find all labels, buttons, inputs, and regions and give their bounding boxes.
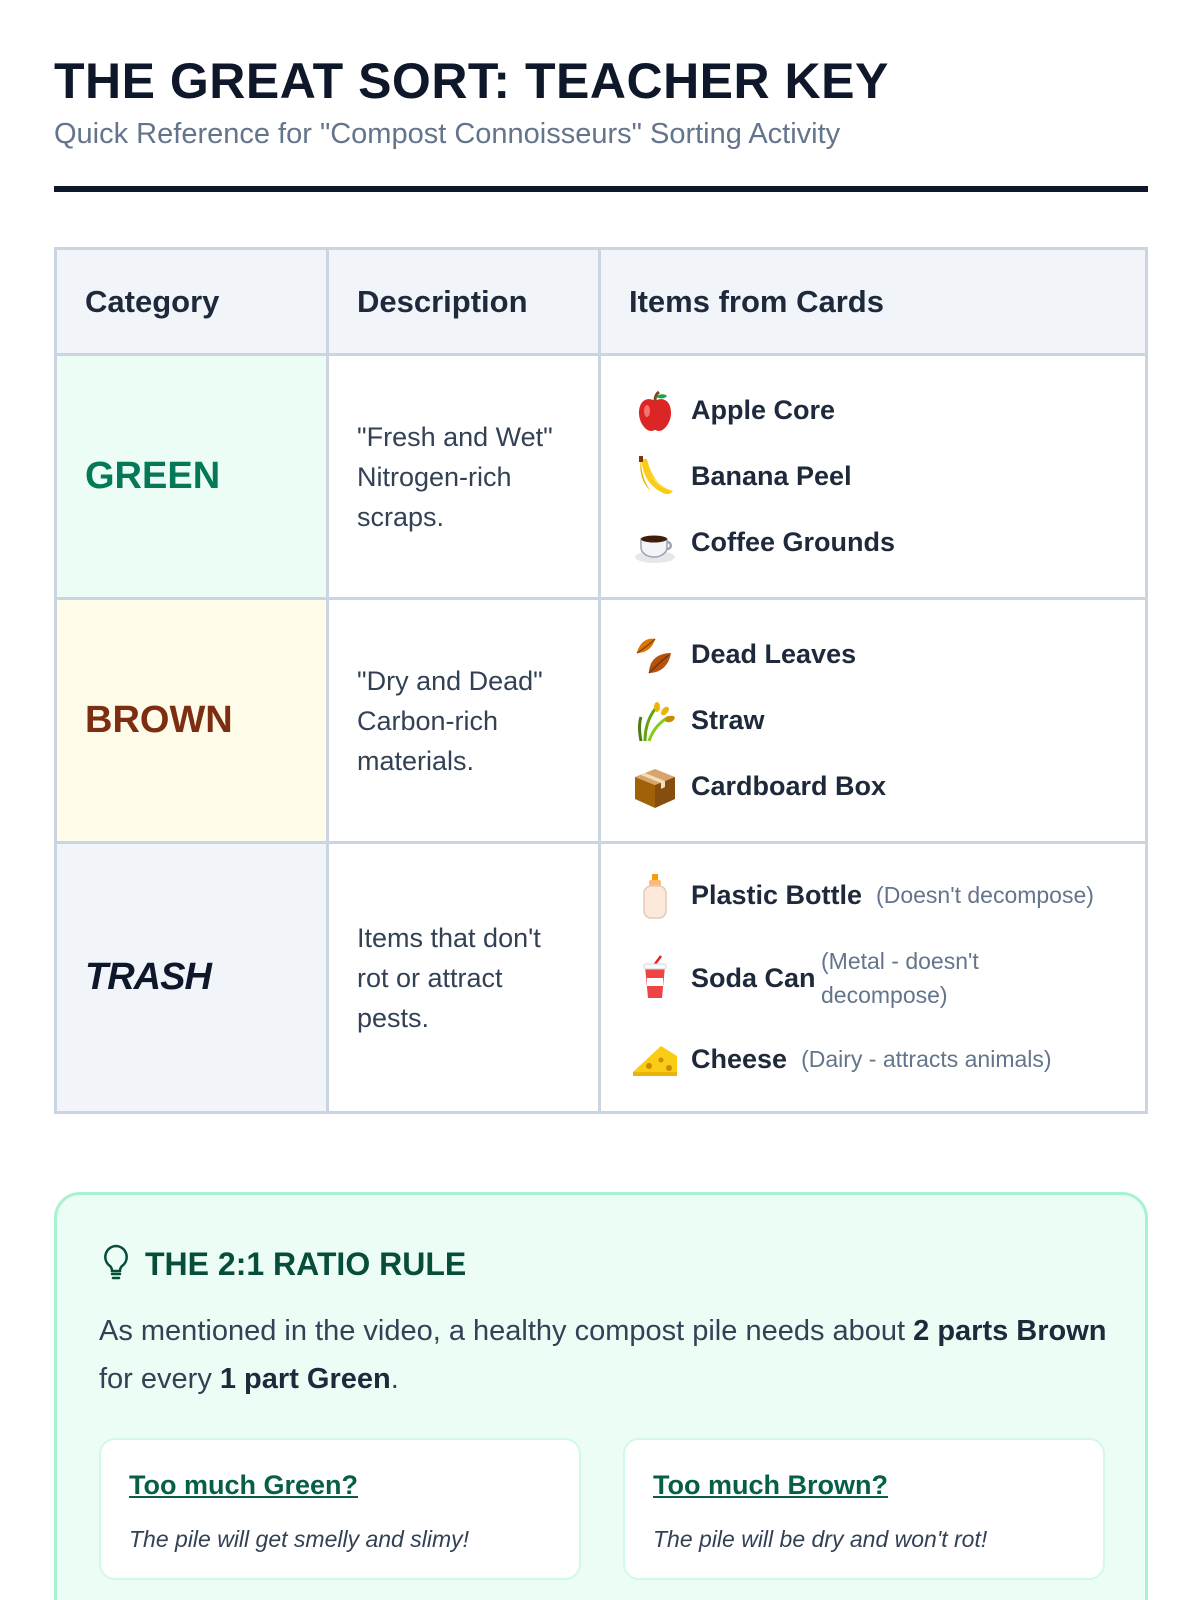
- column-header-items: Items from Cards: [600, 249, 1147, 355]
- item-note: (Doesn't decompose): [876, 882, 1094, 908]
- item-name: Cheese: [691, 1044, 788, 1074]
- item-list: [600, 599, 1147, 843]
- tip-title: Too much Green?: [129, 1470, 359, 1500]
- ratio-rule-header: [101, 1243, 466, 1286]
- item-name: Banana Peel: [691, 461, 852, 491]
- list-item: [629, 444, 1117, 510]
- item-name: Dead Leaves: [691, 639, 857, 669]
- tip-too-much-brown: [623, 1438, 1105, 1580]
- soda-can-icon: [629, 952, 681, 1004]
- ratio-rule-text: [99, 1307, 1109, 1403]
- tip-body: The pile will get smelly and slimy!: [129, 1526, 470, 1552]
- category-brown: BROWN: [56, 599, 328, 843]
- ratio-text-middle: for every: [99, 1363, 220, 1395]
- coffee-icon: [629, 517, 681, 569]
- list-item: [629, 378, 1117, 444]
- cheese-icon: [629, 1034, 681, 1086]
- item-name: Plastic Bottle: [691, 880, 863, 910]
- list-item: [629, 688, 1117, 754]
- table-row: [56, 355, 1147, 599]
- table-header-row: [56, 249, 1147, 355]
- column-header-description: Description: [328, 249, 600, 355]
- plastic-bottle-icon: [629, 870, 681, 922]
- ratio-rule-card: [54, 1192, 1148, 1600]
- ratio-text-brown-parts: 2 parts Brown: [913, 1315, 1107, 1347]
- tip-title: Too much Brown?: [653, 1470, 888, 1500]
- straw-icon: [629, 695, 681, 747]
- category-description: "Fresh and Wet" Nitrogen-rich scraps.: [328, 355, 600, 599]
- item-list: [600, 355, 1147, 599]
- tip-body: The pile will be dry and won't rot!: [653, 1526, 988, 1552]
- category-green: GREEN: [56, 355, 328, 599]
- ratio-rule-title: THE 2:1 RATIO RULE: [145, 1246, 467, 1282]
- list-item: [629, 1027, 1117, 1093]
- lightbulb-icon: [101, 1243, 131, 1286]
- item-note: (Metal - doesn't decompose): [821, 947, 979, 1008]
- page-title: THE GREAT SORT: TEACHER KEY: [54, 53, 889, 109]
- sorting-key-table: [54, 247, 1148, 1114]
- item-name: Coffee Grounds: [691, 527, 896, 557]
- item-list: [600, 843, 1147, 1113]
- item-name: Straw: [691, 705, 765, 735]
- apple-icon: [629, 385, 681, 437]
- column-header-category: Category: [56, 249, 328, 355]
- tip-too-much-green: [99, 1438, 581, 1580]
- list-item: [629, 929, 1117, 1027]
- category-description: "Dry and Dead" Carbon-rich materials.: [328, 599, 600, 843]
- leaves-icon: [629, 629, 681, 681]
- item-name: Cardboard Box: [691, 771, 887, 801]
- table-row: [56, 599, 1147, 843]
- item-note: (Dairy - attracts animals): [801, 1046, 1052, 1072]
- table-row: [56, 843, 1147, 1113]
- list-item: [629, 622, 1117, 688]
- cardboard-box-icon: [629, 761, 681, 813]
- category-description: Items that don't rot or attract pests.: [328, 843, 600, 1113]
- banana-icon: [629, 451, 681, 503]
- title-divider: [54, 186, 1148, 192]
- item-name: Apple Core: [691, 395, 836, 425]
- page-subtitle: Quick Reference for "Compost Connoisseurs" Sorting Activity: [54, 118, 841, 150]
- ratio-text-green-parts: 1 part Green: [219, 1363, 391, 1395]
- ratio-text-suffix: .: [390, 1363, 399, 1395]
- category-trash: TRASH: [56, 843, 328, 1113]
- ratio-text-prefix: As mentioned in the video, a healthy compost pile needs about: [99, 1315, 914, 1347]
- list-item: [629, 510, 1117, 576]
- item-name: Soda Can: [691, 962, 816, 993]
- list-item: [629, 754, 1117, 820]
- list-item: [629, 863, 1117, 929]
